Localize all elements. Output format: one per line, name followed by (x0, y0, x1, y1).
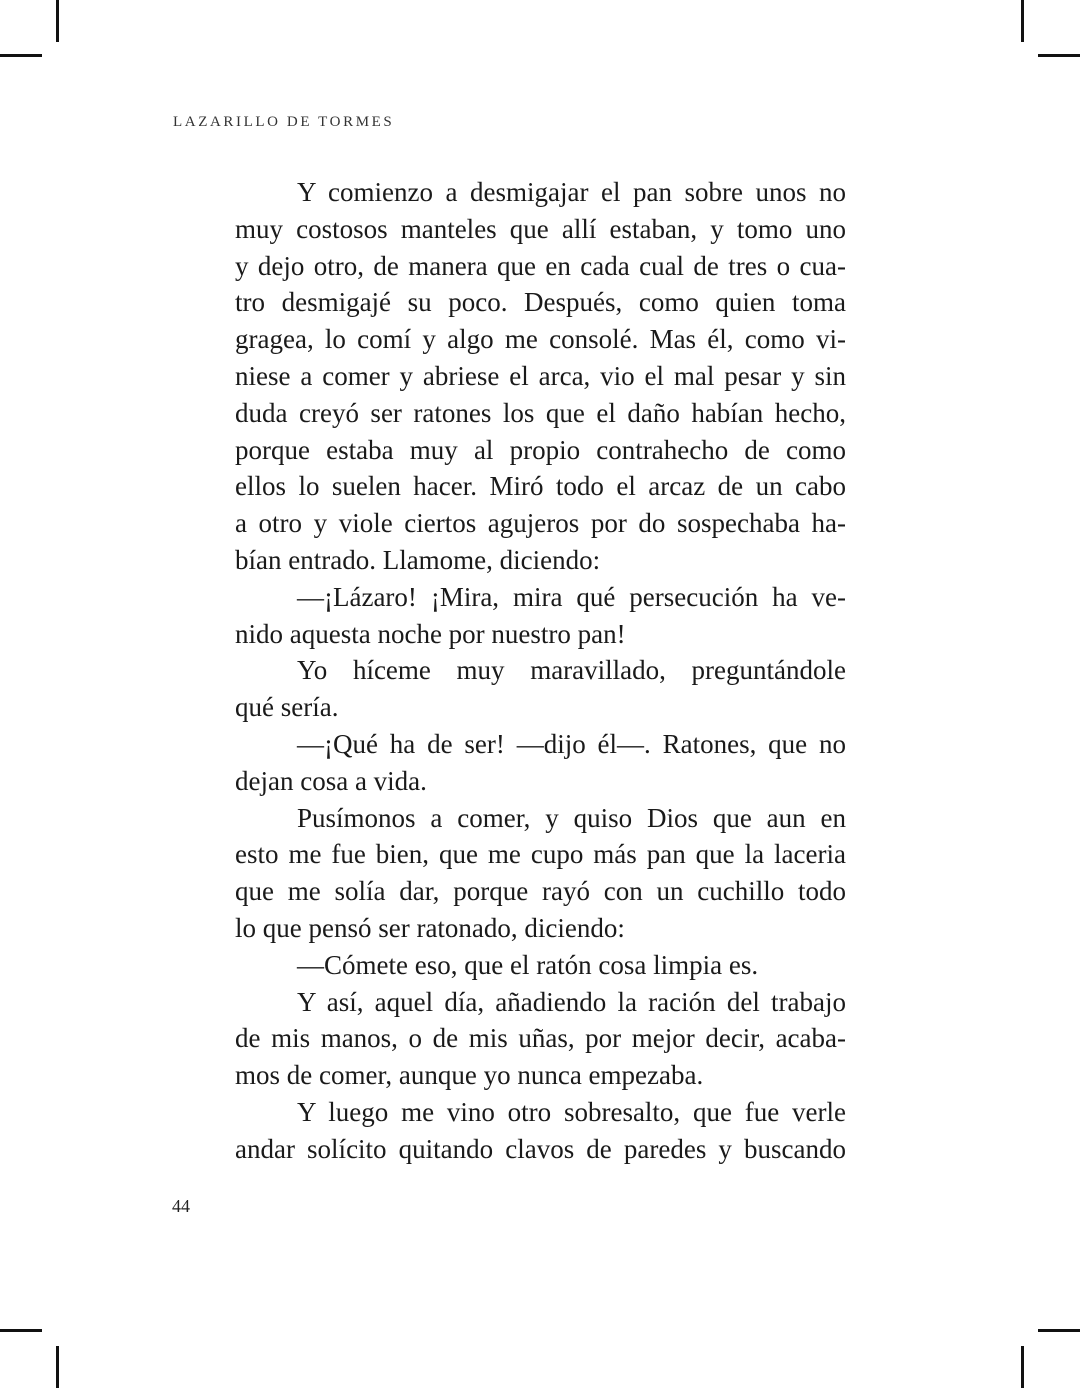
text-line: de mis manos, o de mis uñas, por mejor decir, acaba- (235, 1023, 846, 1054)
text-line: bían entrado. Llamome, diciendo: (235, 544, 601, 575)
text-line: —¡Qué ha de ser! —dijo él—. Ratones, que no (297, 728, 846, 759)
text-line: Yo híceme muy maravillado, preguntándole (297, 655, 846, 686)
text-line: mos de comer, aunque yo nunca empezaba. (235, 1060, 704, 1091)
text-line: porque estaba muy al propio contrahecho de como (235, 434, 846, 465)
page-number: 44 (172, 1196, 190, 1216)
text-line: andar solícito quitando clavos de paredes y buscando (235, 1133, 846, 1164)
text-line: —Cómete eso, que el ratón cosa limpia es. (297, 949, 759, 980)
text-line: Y así, aquel día, añadiendo la ración del trabajo (297, 986, 846, 1017)
crop-mark-bottom-right-horizontal (1038, 1329, 1080, 1332)
text-line: dejan cosa a vida. (235, 765, 427, 796)
text-line: que me solía dar, porque rayó con un cuchillo todo (235, 876, 846, 907)
crop-mark-bottom-right-vertical (1021, 1346, 1024, 1388)
text-line: qué sería. (235, 692, 339, 723)
running-head: LAZARILLO DE TORMES (173, 114, 395, 130)
text-line: Y comienzo a desmigajar el pan sobre unos no (297, 177, 846, 207)
text-line: gragea, lo comí y algo me consolé. Mas él, como vi- (235, 324, 846, 355)
text-line: y dejo otro, de manera que en cada cual de tres o cua- (235, 250, 846, 281)
text-line: esto me fue bien, que me cupo más pan que la laceria (235, 839, 846, 870)
text-line: muy costosos manteles que allí estaban, y tomo uno (235, 213, 846, 244)
text-line: —¡Lázaro! ¡Mira, mira qué persecución ha ve- (297, 581, 846, 612)
body-text (235, 174, 846, 1168)
text-line: duda creyó ser ratones los que el daño habían hecho, (235, 397, 846, 428)
text-line: ellos lo suelen hacer. Miró todo el arcaz de un cabo (235, 471, 846, 502)
crop-mark-bottom-left-vertical (56, 1346, 59, 1388)
crop-mark-top-right-horizontal (1038, 54, 1080, 57)
text-line: a otro y viole ciertos agujeros por do sospechaba ha- (235, 508, 846, 539)
text-line: Pusímonos a comer, y quiso Dios que aun en (297, 802, 846, 833)
text-line: niese a comer y abriese el arca, vio el mal pesar y sin (235, 360, 846, 391)
crop-mark-top-right-vertical (1021, 0, 1024, 42)
text-line: nido aquesta noche por nuestro pan! (235, 618, 626, 649)
text-line: Y luego me vino otro sobresalto, que fue verle (297, 1096, 846, 1127)
crop-mark-top-left-horizontal (0, 54, 42, 57)
crop-mark-top-left-vertical (56, 0, 59, 42)
crop-mark-bottom-left-horizontal (0, 1329, 42, 1332)
text-line: lo que pensó ser ratonado, diciendo: (235, 912, 625, 943)
text-line: tro desmigajé su poco. Después, como quien toma (235, 287, 846, 318)
